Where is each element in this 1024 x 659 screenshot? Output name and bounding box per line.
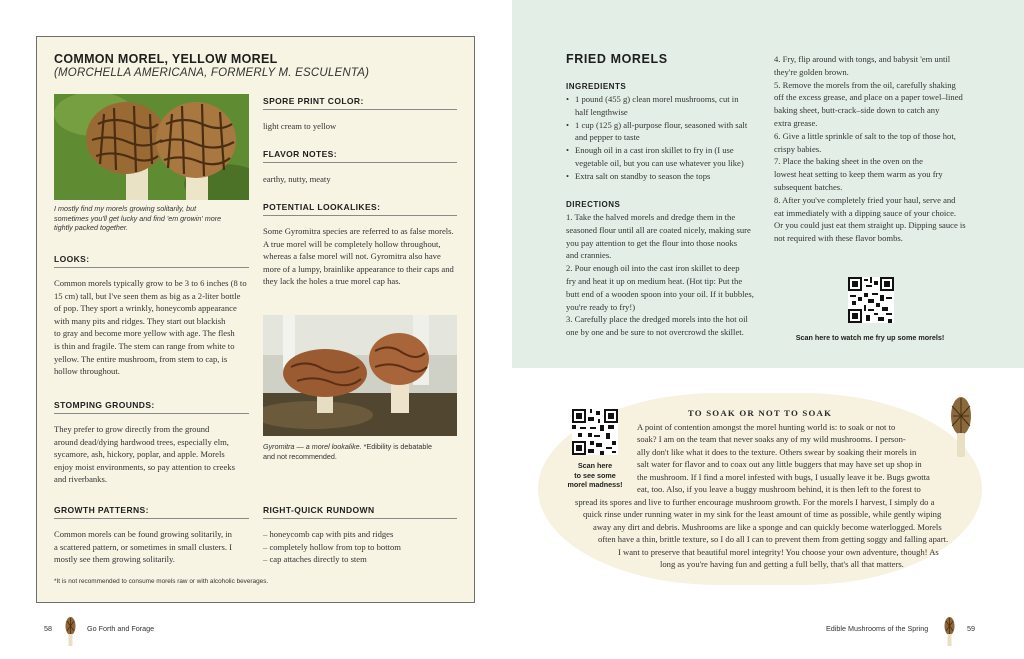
morel-icon xyxy=(943,617,956,652)
page-number-right: 59 xyxy=(967,624,975,633)
lookalikes-heading: POTENTIAL LOOKALIKES: xyxy=(263,202,457,216)
recipe-title: FRIED MORELS xyxy=(566,52,668,66)
flavor-heading: FLAVOR NOTES: xyxy=(263,149,457,163)
morel-icon xyxy=(64,617,77,652)
qr-caption-video: Scan here to watch me fry up some morels! xyxy=(795,333,945,342)
soak-title: TO SOAK OR NOT TO SOAK xyxy=(687,408,833,418)
list-item: – cap attaches directly to stem xyxy=(263,553,401,566)
list-item: – completely hollow from top to bottom xyxy=(263,541,401,554)
ingredients-heading: INGREDIENTS xyxy=(566,82,627,91)
morel-photo xyxy=(54,94,249,200)
stomping-heading: STOMPING GROUNDS: xyxy=(54,400,249,414)
rundown-heading: RIGHT-QUICK RUNDOWN xyxy=(263,505,457,519)
directions-heading: DIRECTIONS xyxy=(566,200,621,209)
growth-text: Common morels can be found growing solitarily, in a scattered pattern, or sometimes in small clusters. I mostly see them growing solitarily. xyxy=(54,529,233,565)
profile-title: COMMON MOREL, YELLOW MOREL xyxy=(54,52,278,66)
running-head-right: Edible Mushrooms of the Spring xyxy=(826,624,929,633)
lookalikes-text: Some Gyromitra species are referred to as false morels. A true morel will be completely hollow throughout, whereas a false morel will not. Gyromitra also have more of a lumpy, brainlike appearance to their caps and they lack the holes a true morel cap has. xyxy=(263,226,454,287)
stomping-text: They prefer to grow directly from the ground around dead/dying hardwood trees, especially elm, sycamore, ash, hickory, poplar, and apple. Morels enjoy moist environments, so pay attention to creeks and riverbanks. xyxy=(54,424,235,485)
growth-heading: GROWTH PATTERNS: xyxy=(54,505,249,519)
directions-col-2: 4. Fry, flip around with tongs, and babysit 'em until they're golden brown. 5. Remove the morels from the oil, carefully shaking off the excess grease, and place on a paper towel–lined baking sheet, butt-crack–side down to catch any extra grease. 6. Give a little sprinkle of salt to the top of those hot, crispy babies. 7. Place the baking sheet in the oven on the lowest heat setting to keep them warm as you fry subsequent batches. 8. After you've completely fried your haul, serve and eat immediately with a dipping sauce of your choice. Or you could just eat them straight up. Dipping sauce is not required with these flavor bombs. xyxy=(774,54,966,244)
profile-subtitle: (MORCHELLA AMERICANA, FORMERLY M. ESCULENTA) xyxy=(54,67,370,79)
list-item: • 1 pound (455 g) clean morel mushrooms, cut in half lengthwise xyxy=(566,93,758,119)
gyromitra-photo xyxy=(263,315,457,436)
list-item: • 1 cup (125 g) all-purpose flour, seasoned with salt and pepper to taste xyxy=(566,119,758,145)
list-item: • Extra salt on standby to season the tops xyxy=(566,170,758,183)
flavor-text: earthy, nutty, meaty xyxy=(263,174,331,184)
directions-col-1: 1. Take the halved morels and dredge them in the seasoned flour until all are coated nicely, making sure you pay attention to get the flour into those nooks and crannies. 2. Pour enough oil into the cast iron skillet to deep fry and heat it up on medium heat. (Hot tip: Put the butt end of a wooden spoon into your oil. If it bubbles, you're ready to fry!) 3. Carefully place the dredged morels into the hot oil one by one and be sure to not overcrowd the skillet. xyxy=(566,212,754,338)
list-item: – honeycomb cap with pits and ridges xyxy=(263,528,401,541)
photo-caption: I mostly find my morels growing solitarily, but sometimes you'll get lucky and find 'em growin' more tightly packed together. xyxy=(54,204,222,232)
gyromitra-caption: Gyromitra — a morel lookalike. *Edibility is debatable and not recommended. xyxy=(263,442,432,461)
running-head-left: Go Forth and Forage xyxy=(87,624,155,633)
qr-code-madness[interactable] xyxy=(572,409,618,455)
looks-text: Common morels typically grow to be 3 to 6 inches (8 to 15 cm) tall, but I've seen them as big as a 2-liter bottle of pop. They sport a wrinkly, honeycomb appearance with many pits and ridges. They start out blackish to gray and become more yellow with age. The flesh is thin and fragile. The stem can range from white to yellow. The entire mushroom, from stem to cap, is hollow throughout. xyxy=(54,278,247,377)
mushroom-profile-card xyxy=(36,36,475,603)
spore-heading: SPORE PRINT COLOR: xyxy=(263,96,457,110)
morel-illustration xyxy=(948,396,974,463)
rundown-list xyxy=(263,528,401,566)
qr-code-video[interactable] xyxy=(848,277,894,323)
ingredients-list xyxy=(566,93,758,183)
spore-text: light cream to yellow xyxy=(263,121,337,131)
looks-heading: LOOKS: xyxy=(54,254,249,268)
qr-caption-madness: Scan here to see some morel madness! xyxy=(567,461,623,489)
footnote: *It is not recommended to consume morels raw or with alcoholic beverages. xyxy=(54,578,269,585)
list-item: • Enough oil in a cast iron skillet to fry in (I use vegetable oil, but you can use whatever you like) xyxy=(566,144,758,170)
page-number-left: 58 xyxy=(44,624,52,633)
